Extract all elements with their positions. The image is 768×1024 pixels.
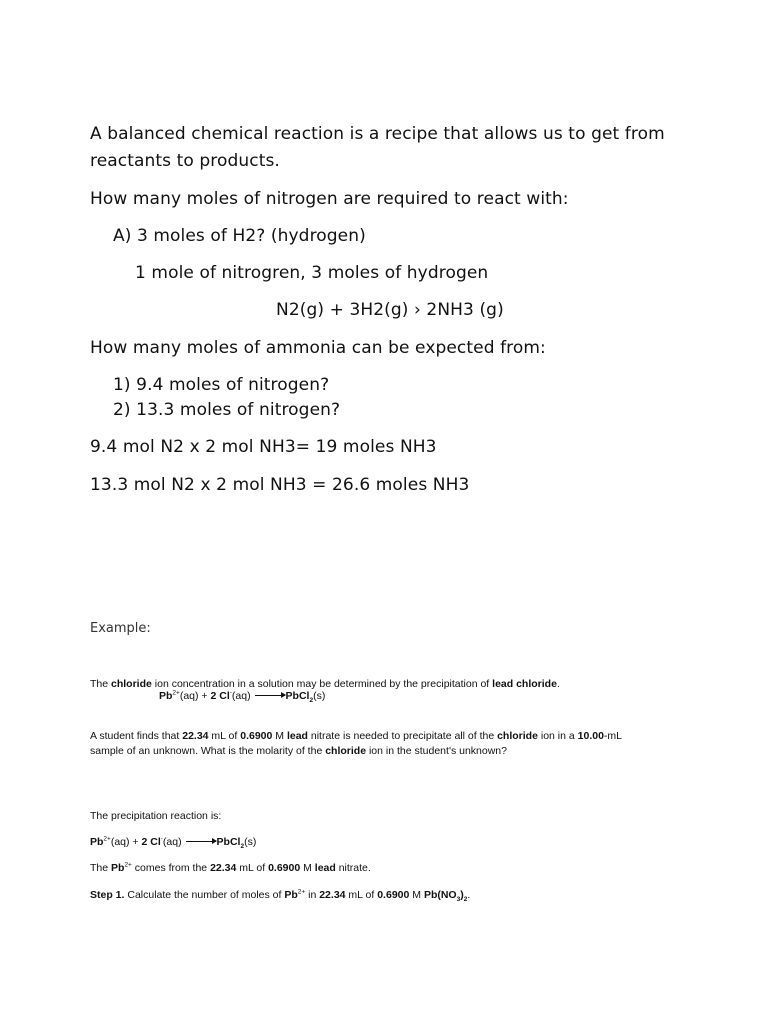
question-1-option-a: A) 3 moles of H2? (hydrogen) [113, 226, 366, 246]
lead-source-sentence: The $Pb^{2+}$ comes from the 22.34 mL of 0.6900 M lead nitrate. [90, 861, 371, 874]
reaction-equation: N2(g) + 3H2(g) › 2NH3 (g) [276, 300, 504, 320]
calculation-1: 9.4 mol N2 x 2 mol NH3= 19 moles NH3 [90, 437, 437, 457]
question-1-answer: 1 mole of nitrogren, 3 moles of hydrogen [135, 263, 489, 283]
precipitation-reaction-label: The precipitation reaction is: [90, 810, 222, 822]
question-2-item-1: 1) 9.4 moles of nitrogen? [113, 375, 330, 395]
precipitation-equation-2: $Pb^{2+}(aq) + 2$ Cl-(aq) PbCl$_2$(s) [90, 835, 257, 851]
intro-line-2: reactants to products. [90, 151, 280, 171]
example-paragraph-2-line-1: A student finds that 22.34 mL of 0.6900 M lead nitrate is needed to precipitate all of the chloride ion in a 10.00-mL [90, 730, 623, 742]
question-2-item-2: 2) 13.3 moles of nitrogen? [113, 400, 341, 420]
reaction-arrow-icon [255, 695, 285, 696]
step-1: Step 1. Calculate the number of moles of $Pb^{2+}$ in 22.34 mL of 0.6900 M $Pb(NO_3)_2$. [90, 888, 471, 904]
reaction-arrow-icon [186, 841, 216, 842]
example-paragraph-1: The chloride ion concentration in a solution may be determined by the precipitation of lead chloride. [90, 678, 560, 690]
intro-line-1: A balanced chemical reaction is a recipe that allows us to get from [90, 124, 665, 144]
example-heading: Example: [90, 621, 151, 636]
example-paragraph-2-line-2: sample of an unknown. What is the molarity of the chloride ion in the student's unknown? [90, 745, 507, 757]
calculation-2: 13.3 mol N2 x 2 mol NH3 = 26.6 moles NH3 [90, 475, 470, 495]
precipitation-equation-1: $Pb^{2+}(aq) + 2$ Cl-(aq) PbCl$_2$(s) [159, 689, 326, 705]
question-1: How many moles of nitrogen are required to react with: [90, 189, 569, 209]
question-2: How many moles of ammonia can be expected from: [90, 338, 546, 358]
